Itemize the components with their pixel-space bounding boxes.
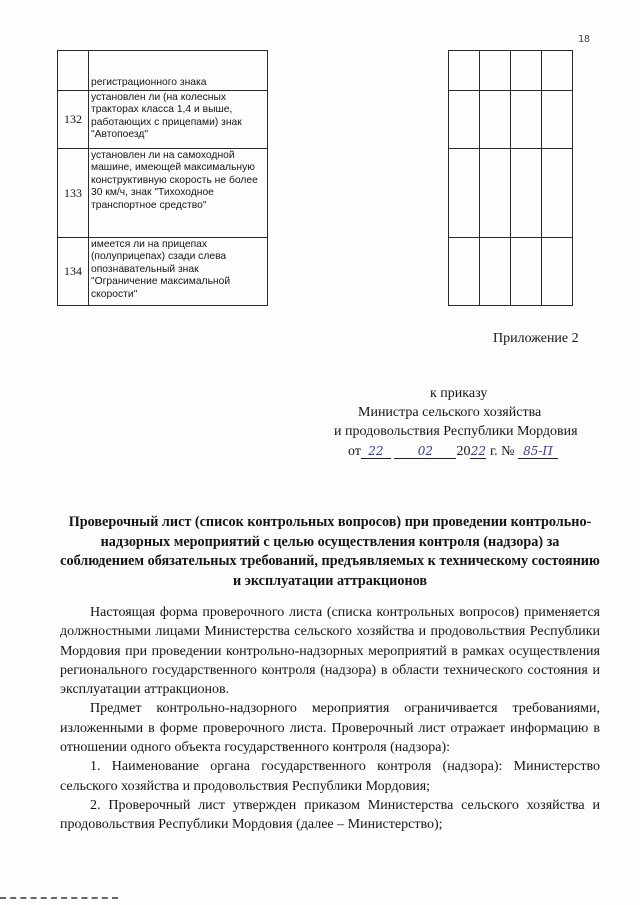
answer-cell	[480, 91, 511, 149]
document-title: Проверочный лист (список контрольных вопросов) при проведении контрольно-надзорных мероприятий с целью осуществления контроля (надзора) за соблюдением обязательных требований, предъявляемых к техническому состоянию и эксплуатации аттракционов	[60, 514, 600, 589]
paragraph: 1. Наименование органа государственного контроля (надзора): Министерство сельского хозяйства и продовольствия Республики Мордовия;	[60, 759, 600, 794]
answer-cell	[449, 51, 480, 91]
year-prefix: 20	[456, 444, 471, 459]
date-prefix: от	[348, 444, 361, 459]
blank-gap	[268, 149, 449, 238]
answer-cell	[542, 149, 573, 238]
answer-cell	[542, 238, 573, 306]
row-number: 132	[58, 91, 89, 149]
table-row	[58, 91, 573, 149]
date-month: 02	[394, 444, 456, 459]
answer-cell	[449, 238, 480, 306]
appendix-title: Приложение 2	[493, 331, 579, 346]
answer-cell	[480, 51, 511, 91]
year-suffix: 22	[470, 444, 487, 458]
paragraph: Настоящая форма проверочного листа (списка контрольных вопросов) применяется должностными лицами Министерства сельского хозяйства и продовольствия Республики Мордовия при проведении контрольно-надзорных мероприятий в рамках осуществления регионального государственного контроля (надзора) в области технического состояния и эксплуатации аттракционов.	[60, 605, 600, 698]
blank-gap	[268, 51, 449, 91]
answer-cell	[511, 238, 542, 306]
appendix-line-2: Министра сельского хозяйства	[358, 405, 542, 420]
row-number	[58, 51, 89, 91]
answer-cell	[449, 149, 480, 238]
table-row	[58, 51, 573, 91]
answer-cell	[449, 91, 480, 149]
blank-gap	[268, 238, 449, 306]
row-question: установлен ли (на колесных тракторах класса 1,4 и выше, работающих с прицепами) знак "Автопоезд"	[89, 91, 268, 149]
row-question: имеется ли на прицепах (полуприцепах) сзади слева опознавательный знак "Ограничение максимальной скорости"	[89, 238, 268, 306]
scan-edge-line	[0, 897, 118, 899]
answer-cell	[511, 91, 542, 149]
answer-cell	[480, 149, 511, 238]
row-number: 133	[58, 149, 89, 238]
appendix-line-3: и продовольствия Республики Мордовия	[334, 424, 578, 439]
answer-cell	[542, 91, 573, 149]
answer-cell	[511, 51, 542, 91]
paragraph: 2. Проверочный лист утвержден приказом Министерства сельского хозяйства и продовольствия Республики Мордовия (далее – Министерство);	[60, 797, 600, 833]
page-number: 18	[578, 34, 591, 45]
date-day: 22	[361, 444, 391, 459]
blank-gap	[268, 91, 449, 149]
appendix-line-1: к приказу	[430, 386, 488, 401]
table-row	[58, 238, 573, 306]
order-number: 85-П	[518, 444, 558, 459]
row-question: регистрационного знака	[89, 51, 268, 91]
body-text	[60, 603, 600, 835]
year-label: г. №	[489, 444, 515, 459]
answer-cell	[480, 238, 511, 306]
checklist-table	[57, 50, 573, 306]
row-question: установлен ли на самоходной машине, имеющей максимальную конструктивную скорость не более 30 км/ч, знак "Тихоходное транспортное средство"	[89, 149, 268, 238]
row-number: 134	[58, 238, 89, 306]
appendix-date-line	[348, 444, 558, 460]
table-row	[58, 149, 573, 238]
answer-cell	[542, 51, 573, 91]
answer-cell	[511, 149, 542, 238]
paragraph: Предмет контрольно-надзорного мероприятия ограничивается требованиями, изложенными в форме проверочного листа. Проверочный лист отражает информацию в отношении одного объекта государственного контроля (надзора):	[60, 701, 600, 756]
